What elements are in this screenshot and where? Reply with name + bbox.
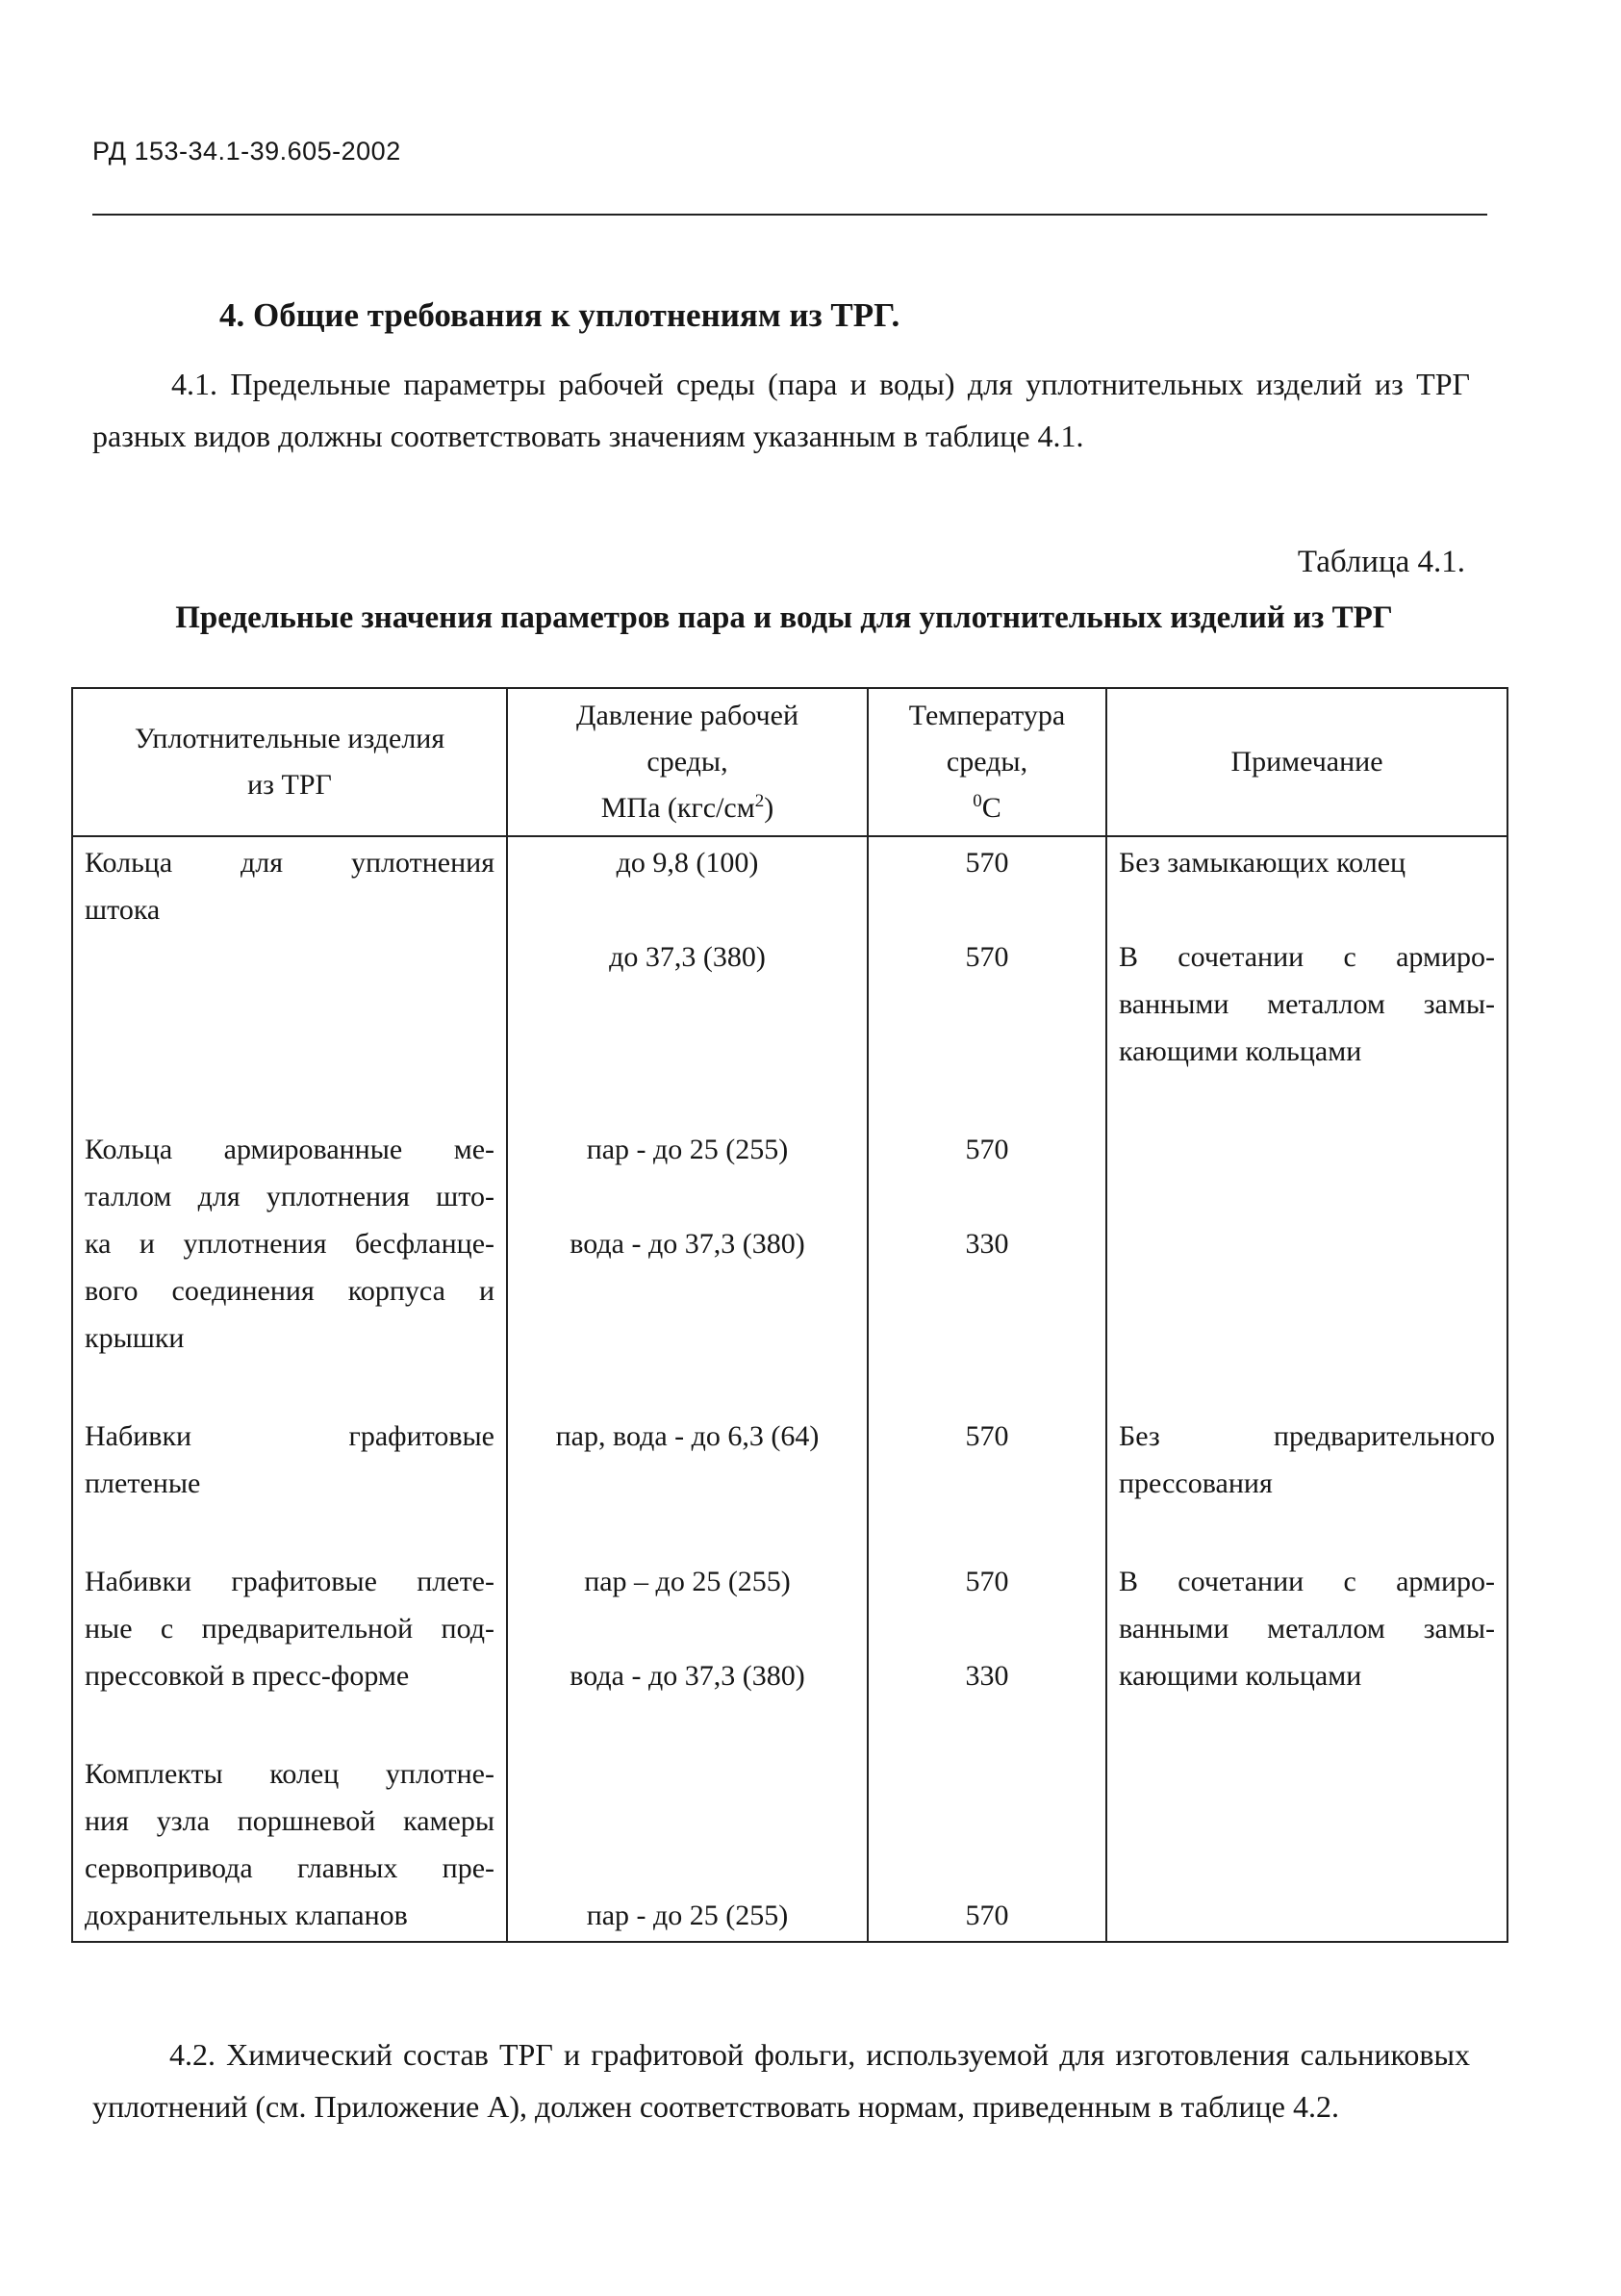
cell-product-line: ные с предварительной под- — [85, 1613, 494, 1645]
header-temp-unit: С — [981, 792, 1001, 824]
cell-note-line: Без предварительного — [1119, 1420, 1495, 1452]
cell-product-line: штока — [85, 894, 161, 926]
cell-pressure-line — [519, 1173, 855, 1220]
cell-product-line: дохранительных клапанов — [85, 1900, 408, 1931]
cell-pressure-line: до 37,3 (380) — [609, 941, 766, 973]
cell-temperature-line — [880, 1845, 1094, 1892]
cell-pressure-line: пар, вода - до 6,3 (64) — [555, 1420, 820, 1452]
table-title: Предельные значения параметров пара и воды для уплотнительных изделий из ТРГ — [175, 600, 1393, 635]
cell-pressure-line — [519, 1605, 855, 1652]
section-title: 4. Общие требования к уплотнениям из ТРГ. — [219, 296, 900, 334]
cell-temperature-line: 570 — [965, 1134, 1009, 1165]
cell-temperature-line: 570 — [965, 941, 1009, 973]
row-spacer — [85, 933, 494, 981]
cell-pressure — [507, 1556, 868, 1748]
row-spacer — [1119, 1126, 1495, 1173]
header-temp-sup: 0 — [973, 791, 982, 811]
paragraph-4-1: 4.1. Предельные параметры рабочей среды (пара и воды) для уплотнительных изделий из ТРГ разных видов должны соответствовать значениям указанным в таблице 4.1. — [92, 367, 1470, 453]
cell-note — [1106, 836, 1507, 1124]
header-product-line1: Уплотнительные изделия — [134, 723, 445, 754]
cell-temperature-line — [880, 886, 1094, 933]
row-spacer — [519, 1267, 855, 1314]
cell-product-line: плетеные — [85, 1467, 201, 1499]
header-pressure-line3 — [518, 785, 857, 831]
cell-note-line: прессования — [1119, 1467, 1273, 1499]
header-temperature — [868, 688, 1106, 836]
cell-pressure-line: вода - до 37,3 (380) — [570, 1660, 805, 1692]
table-row — [72, 1748, 1507, 1942]
cell-product — [72, 1124, 507, 1411]
cell-pressure-line: вода - до 37,3 (380) — [570, 1228, 805, 1260]
cell-product-line: сервопривода главных пре- — [85, 1852, 494, 1884]
cell-product-line: прессовкой в пресс-форме — [85, 1660, 410, 1692]
row-spacer — [519, 981, 855, 1028]
cell-temperature — [868, 1124, 1106, 1411]
cell-product-line: ния узла поршневой камеры — [85, 1805, 494, 1837]
cell-temperature — [868, 1748, 1106, 1942]
header-pressure-sup: 2 — [754, 791, 765, 811]
header-temp-line1: Температура — [908, 700, 1066, 731]
cell-pressure — [507, 1124, 868, 1411]
cell-note — [1106, 1124, 1507, 1411]
cell-product-line: Кольца армированные ме- — [85, 1134, 494, 1165]
cell-note — [1106, 1556, 1507, 1748]
cell-note-line: В сочетании с армиро- — [1119, 1566, 1495, 1597]
header-note: Примечание — [1106, 688, 1507, 836]
row-spacer — [880, 1699, 1094, 1747]
cell-note-line: кающими кольцами — [1119, 1035, 1362, 1067]
cell-pressure-line: пар - до 25 (255) — [586, 1900, 789, 1931]
header-pressure-line2: среды, — [646, 746, 728, 778]
cell-product-line: ка и уплотнения бесфланце- — [85, 1228, 494, 1260]
header-temp-line3 — [878, 785, 1096, 831]
cell-product — [72, 1748, 507, 1942]
header-pressure-line1: Давление рабочей — [575, 700, 799, 731]
cell-temperature-line — [880, 1605, 1094, 1652]
cell-product-line: таллом для уплотнения што- — [85, 1181, 494, 1212]
cell-temperature-line — [880, 1173, 1094, 1220]
row-spacer — [880, 981, 1094, 1028]
header-product — [72, 688, 507, 836]
row-spacer — [880, 1460, 1094, 1507]
cell-pressure — [507, 836, 868, 1124]
header-temp-line2: среды, — [946, 746, 1028, 778]
cell-product — [72, 1411, 507, 1556]
cell-temperature-line: 330 — [965, 1660, 1009, 1692]
header-pressure — [507, 688, 868, 836]
cell-temperature — [868, 1411, 1106, 1556]
cell-pressure-line — [519, 1798, 855, 1845]
header-product-line2: из ТРГ — [247, 769, 332, 801]
cell-temperature-line: 570 — [965, 1420, 1009, 1452]
cell-product — [72, 836, 507, 1124]
cell-pressure — [507, 1411, 868, 1556]
cell-pressure — [507, 1748, 868, 1942]
table-row — [72, 1124, 1507, 1411]
cell-note-line: Без замыкающих колец — [1119, 847, 1406, 879]
row-spacer — [519, 1460, 855, 1507]
row-spacer — [85, 1507, 494, 1554]
row-spacer — [85, 1362, 494, 1409]
cell-pressure-line: пар - до 25 (255) — [586, 1134, 789, 1165]
table-row — [72, 836, 1507, 1124]
cell-product-line: крышки — [85, 1322, 185, 1354]
cell-product — [72, 1556, 507, 1748]
row-spacer — [880, 1267, 1094, 1314]
header-pressure-unit: МПа (кгс/см — [600, 792, 755, 824]
cell-note-line: ванными металлом замы- — [1119, 1613, 1495, 1645]
cell-product-line: вого соединения корпуса и — [85, 1275, 494, 1307]
table-label: Таблица 4.1. — [1297, 545, 1465, 579]
cell-note-line — [1119, 886, 1495, 933]
row-spacer — [85, 1699, 494, 1747]
cell-temperature-line — [880, 1798, 1094, 1845]
cell-pressure-line — [519, 1750, 855, 1798]
row-spacer — [519, 1699, 855, 1747]
document-code: РД 153-34.1-39.605-2002 — [92, 137, 401, 166]
table-row — [72, 1556, 1507, 1748]
cell-pressure-line — [519, 886, 855, 933]
parameters-table — [71, 687, 1508, 1943]
cell-note-line: В сочетании с армиро- — [1119, 941, 1495, 973]
cell-pressure-line — [519, 1845, 855, 1892]
row-spacer — [1119, 1699, 1495, 1747]
cell-pressure-line: до 9,8 (100) — [616, 847, 759, 879]
cell-temperature — [868, 836, 1106, 1124]
header-pressure-close: ) — [764, 792, 774, 824]
row-spacer — [1119, 1507, 1495, 1554]
header-divider — [92, 214, 1487, 216]
cell-temperature-line: 330 — [965, 1228, 1009, 1260]
cell-temperature-line: 570 — [965, 1900, 1009, 1931]
cell-pressure-line: пар – до 25 (255) — [584, 1566, 791, 1597]
cell-product-line: Набивки графитовые — [85, 1420, 494, 1452]
cell-product-line: Кольца для уплотнения — [85, 847, 494, 879]
cell-note — [1106, 1748, 1507, 1942]
cell-note-line: ванными металлом замы- — [1119, 988, 1495, 1020]
cell-note-line: кающими кольцами — [1119, 1660, 1362, 1692]
table-row — [72, 1411, 1507, 1556]
cell-note — [1106, 1411, 1507, 1556]
cell-product-line: Набивки графитовые плете- — [85, 1566, 494, 1597]
cell-temperature-line: 570 — [965, 1566, 1009, 1597]
row-spacer — [1119, 1075, 1495, 1122]
paragraph-4-2: 4.2. Химический состав ТРГ и графитовой фольги, используемой для изготовления сальниковых уплотнений (см. Приложение А), должен соответствовать нормам, приведенным в таблице 4.2. — [92, 2037, 1470, 2124]
cell-product-line: Комплекты колец уплотне- — [85, 1758, 494, 1790]
cell-temperature-line: 570 — [965, 847, 1009, 879]
cell-temperature-line — [880, 1750, 1094, 1798]
cell-temperature — [868, 1556, 1106, 1748]
table-header-row — [72, 688, 1507, 836]
